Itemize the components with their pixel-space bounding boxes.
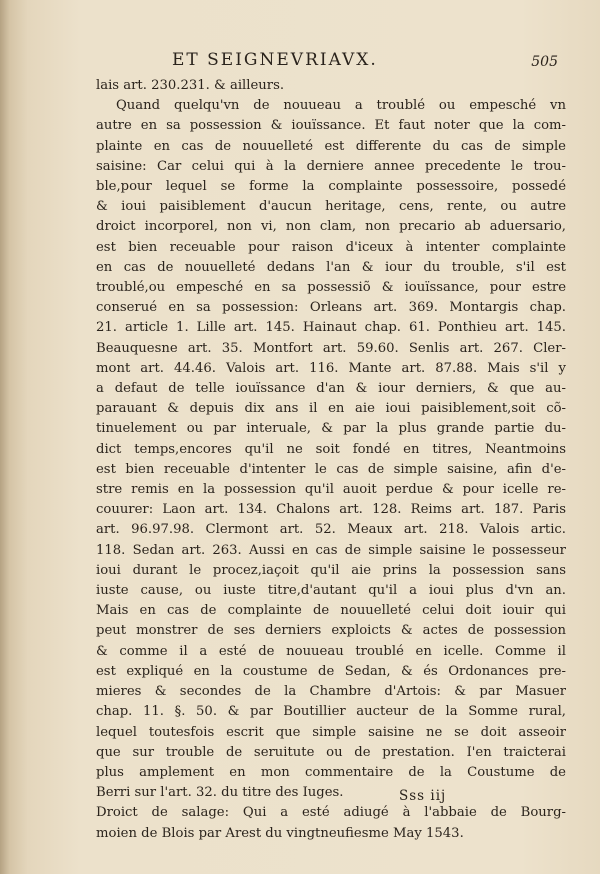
text-line: conserué en sa possession: Orleans art. 369. Montargis chap. <box>96 300 566 316</box>
text-line: ble,pour lequel se forme la complainte possessoire, possedé <box>96 179 566 195</box>
text-line: saisine: Car celui qui à la derniere annee precedente le trou- <box>96 158 566 174</box>
text-line: autre en sa possession & iouïssance. Et faut noter que la com- <box>96 118 566 134</box>
text-line: tinuelement ou par interuale, & par la plus grande partie du- <box>96 421 566 437</box>
text-line: mont art. 44.46. Valois art. 116. Mante art. 87.88. Mais s'il y <box>96 360 566 376</box>
text-line: & comme il a esté de nouueau troublé en icelle. Comme il <box>96 643 566 659</box>
page-gutter <box>0 0 10 874</box>
text-line: troublé,ou empesché en sa possessiõ & iouïssance, pour estre <box>96 280 566 296</box>
text-line: Quand quelqu'vn de nouueau a troublé ou empesché vn <box>116 98 566 114</box>
text-line: lequel toutesfois escrit que simple saisine ne se doit asseoir <box>96 724 566 740</box>
text-line: iuste cause, ou iuste titre,d'autant qu'il a ioui plus d'vn an. <box>96 583 566 599</box>
text-line: & ioui paisiblement d'aucun heritage, cens, rente, ou autre <box>96 199 566 215</box>
text-line: chap. 11. §. 50. & par Boutillier aucteur de la Somme rural, <box>96 704 566 720</box>
text-line: droict incorporel, non vi, non clam, non precario ab aduersario, <box>96 219 566 235</box>
text-line: plus amplement en mon commentaire de la Coustume de <box>96 764 566 780</box>
text-line: mieres & secondes de la Chambre d'Artois: & par Masuer <box>96 684 566 700</box>
text-line: est bien receuable d'intenter le cas de simple saisine, afin d'e- <box>96 461 566 477</box>
text-line: parauant & depuis dix ans il en aie ioui paisiblement,soit cõ- <box>96 401 566 417</box>
text-line: a defaut de telle iouïssance d'an & iour derniers, & que au- <box>96 381 566 397</box>
text-line: 118. Sedan art. 263. Aussi en cas de simple saisine le possesseur <box>96 542 566 558</box>
text-line: ioui durant le procez,iaçoit qu'il aie prins la possession sans <box>96 562 566 578</box>
signature-mark: Sss iij <box>399 788 447 804</box>
running-title: ET SEIGNEVRIAVX. <box>172 50 378 70</box>
text-line: 21. article 1. Lille art. 145. Hainaut chap. 61. Ponthieu art. 145. <box>96 320 566 336</box>
text-line: stre remis en la possession qu'il auoit perdue & pour icelle re- <box>96 482 566 498</box>
text-line: Beauquesne art. 35. Montfort art. 59.60. Senlis art. 267. Cler- <box>96 340 566 356</box>
text-line: peut monstrer de ses derniers exploicts & actes de possession <box>96 623 566 639</box>
text-line: plainte en cas de nouuelleté est differente du cas de simple <box>96 138 566 154</box>
text-line: Berri sur l'art. 32. du titre des Iuges. <box>96 785 344 801</box>
text-line: dict temps,encores qu'il ne soit fondé en titres, Neantmoins <box>96 441 566 457</box>
text-line: est expliqué en la coustume de Sedan, & és Ordonances pre- <box>96 663 566 679</box>
page-number: 505 <box>531 54 558 70</box>
page-header <box>90 48 560 76</box>
text-line: couurer: Laon art. 134. Chalons art. 128. Reims art. 187. Paris <box>96 502 566 518</box>
text-line: est bien receuable pour raison d'iceux à intenter complainte <box>96 239 566 255</box>
text-line: art. 96.97.98. Clermont art. 52. Meaux art. 218. Valois artic. <box>96 522 566 538</box>
text-line: en cas de nouuelleté dedans l'an & iour du trouble, s'il est <box>96 259 566 275</box>
body-text <box>96 76 566 844</box>
text-line: Droict de salage: Qui a esté adiugé à l'abbaie de Bourg- <box>96 805 566 821</box>
text-line: que sur trouble de seruitute ou de prestation. I'en traicterai <box>96 744 566 760</box>
text-line: moien de Blois par Arest du vingtneufiesme May 1543. <box>96 825 464 841</box>
text-line: Mais en cas de complainte de nouuelleté celui doit iouir qui <box>96 603 566 619</box>
text-line: lais art. 230.231. & ailleurs. <box>96 78 285 93</box>
